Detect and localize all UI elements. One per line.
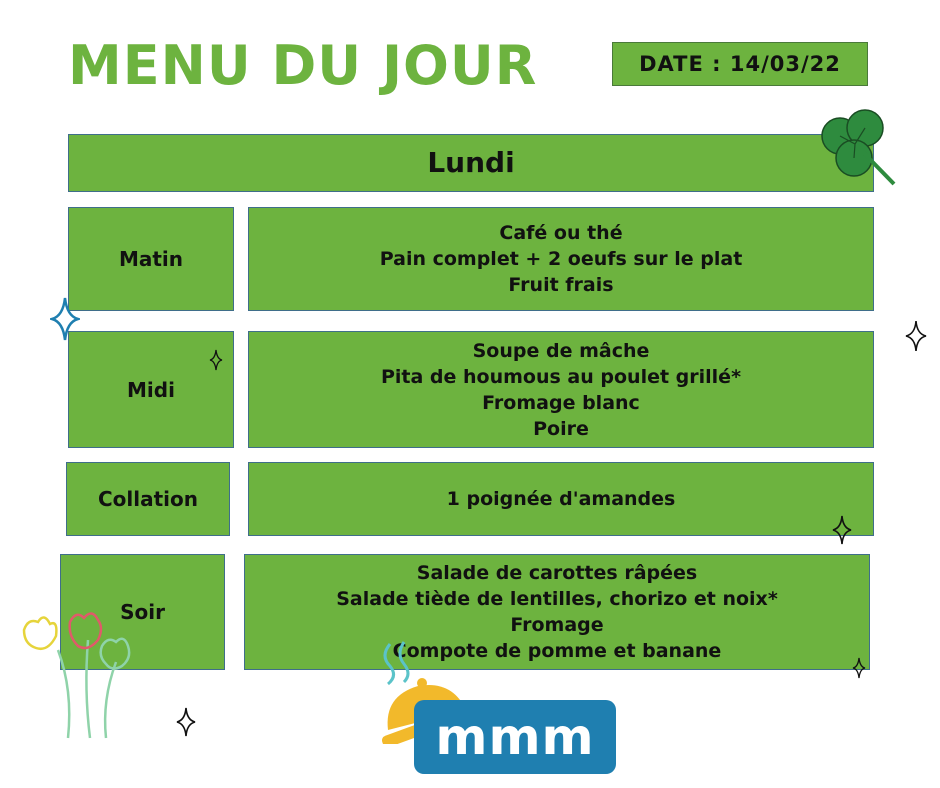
menu-item: Fromage bbox=[510, 614, 604, 636]
menu-item: Salade tiède de lentilles, chorizo et noix* bbox=[336, 588, 778, 610]
meal-label-collation: Collation bbox=[66, 462, 230, 536]
meal-items-matin bbox=[248, 207, 874, 311]
sparkle-icon bbox=[905, 320, 927, 352]
meal-label-midi: Midi bbox=[68, 331, 234, 448]
day-header: Lundi bbox=[68, 134, 874, 192]
brand-logo: mmm bbox=[414, 700, 616, 774]
meal-items-collation bbox=[248, 462, 874, 536]
sparkle-icon bbox=[852, 657, 866, 679]
date-badge: DATE : 14/03/22 bbox=[612, 42, 868, 86]
menu-item: Compote de pomme et banane bbox=[392, 640, 722, 662]
sparkle-icon bbox=[50, 296, 80, 342]
menu-item: Fromage blanc bbox=[482, 391, 640, 414]
meal-items-midi bbox=[248, 331, 874, 448]
menu-item: Salade de carottes râpées bbox=[416, 562, 698, 584]
menu-item: 1 poignée d'amandes bbox=[446, 488, 676, 510]
menu-item: Soupe de mâche bbox=[472, 339, 650, 362]
page-title: MENU DU JOUR bbox=[68, 34, 538, 97]
menu-item: Poire bbox=[533, 417, 589, 440]
menu-item: Pain complet + 2 oeufs sur le plat bbox=[379, 248, 743, 270]
menu-item: Fruit frais bbox=[508, 274, 614, 296]
meal-label-soir: Soir bbox=[60, 554, 225, 670]
sparkle-icon bbox=[209, 349, 223, 371]
menu-item: Pita de houmous au poulet grillé* bbox=[380, 365, 742, 388]
sparkle-icon bbox=[176, 707, 196, 737]
menu-item: Café ou thé bbox=[499, 222, 623, 244]
sparkle-icon bbox=[832, 515, 852, 545]
tulip-icon bbox=[18, 610, 138, 740]
meal-items-soir bbox=[244, 554, 870, 670]
meal-label-matin: Matin bbox=[68, 207, 234, 311]
clover-icon bbox=[810, 104, 900, 190]
